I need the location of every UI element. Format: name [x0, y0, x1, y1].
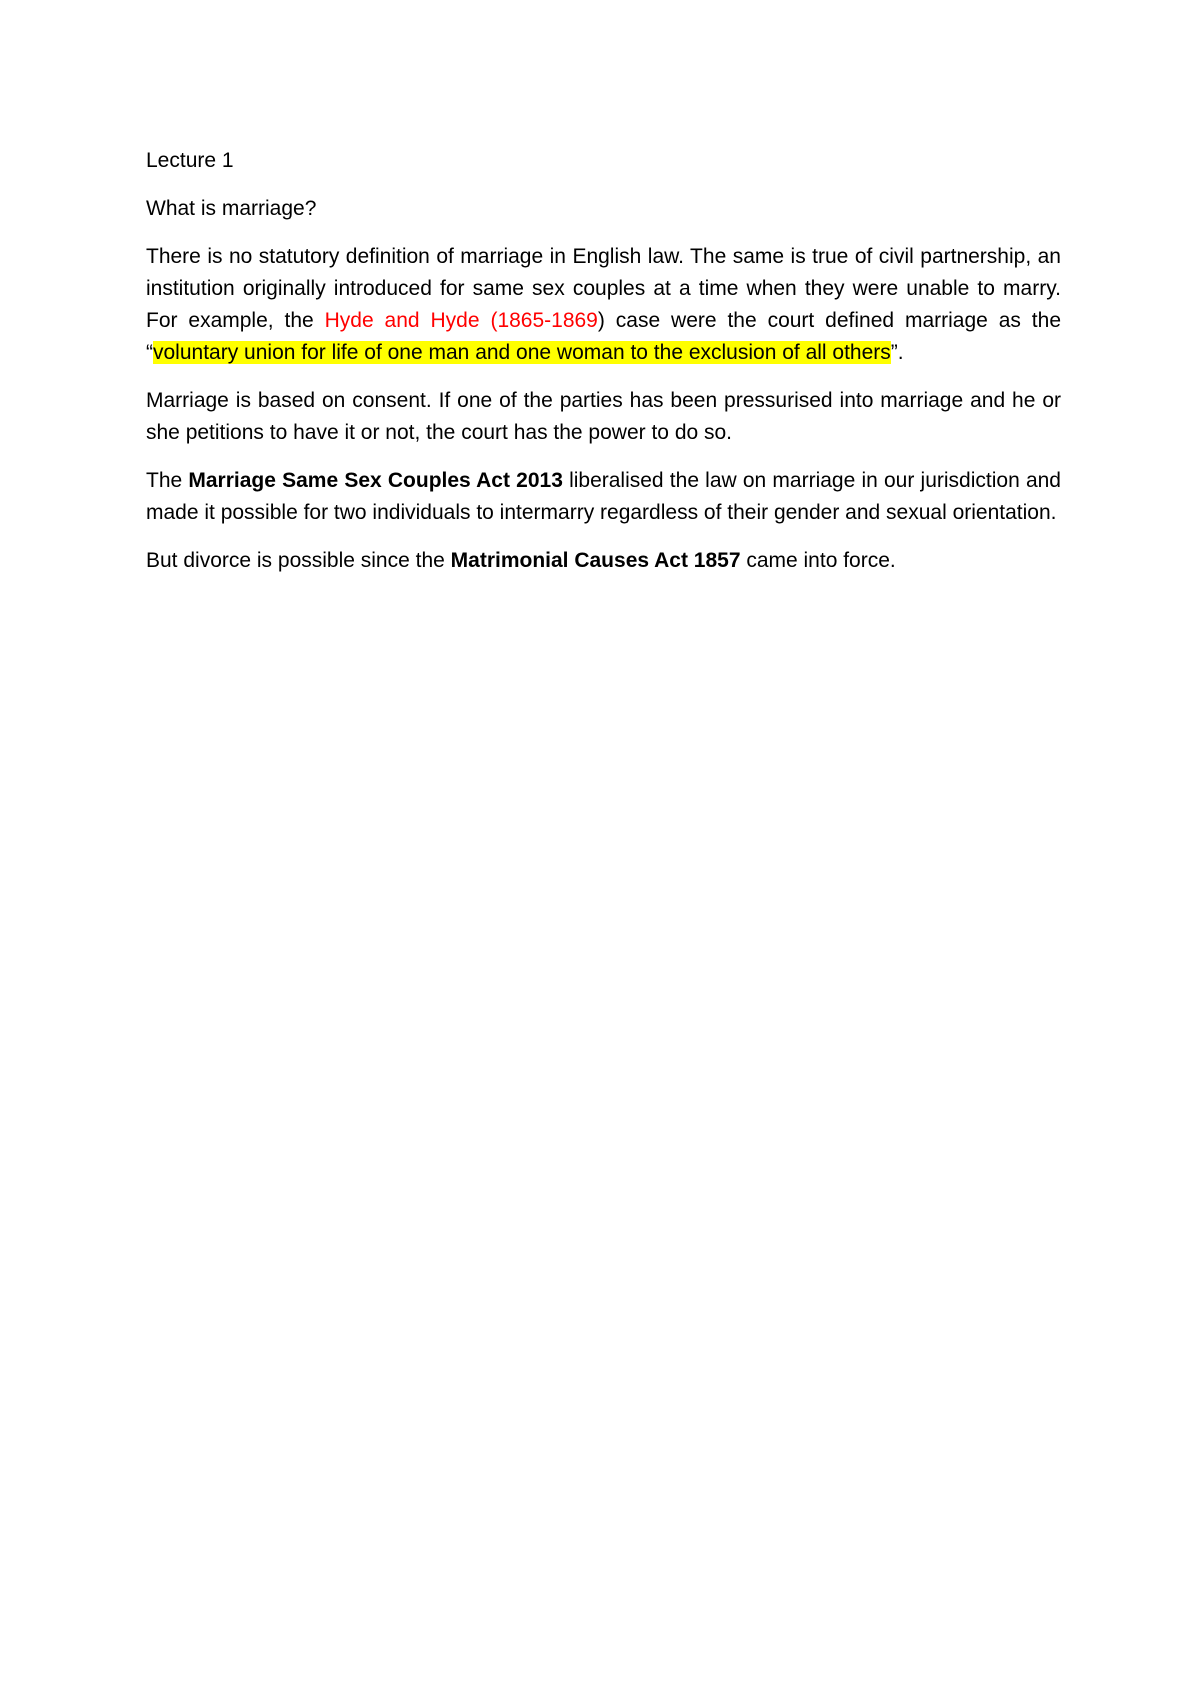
matrimonial-act-name: Matrimonial Causes Act 1857 [450, 549, 741, 572]
paragraph-definition [146, 241, 1061, 369]
paragraph-definition-end: ”. [890, 341, 904, 364]
divorce-pre: But divorce is possible since the [146, 549, 451, 572]
paragraph-same-sex-act [146, 465, 1061, 529]
case-space [480, 309, 491, 332]
case-name: Hyde and Hyde [324, 309, 480, 332]
case-years: 1865-1869 [497, 309, 598, 332]
paragraph-consent: Marriage is based on consent. If one of the parties has been pressurised into marriage and he or she petitions to have it or not, the court has the power to do so. [146, 389, 1061, 444]
case-years-open: ( [490, 309, 498, 332]
document-body [146, 145, 1061, 593]
section-heading: What is marriage? [146, 197, 317, 220]
paragraph-divorce [146, 545, 1061, 577]
paragraph-definition-intro: There is no statutory definition of marriage in English law. The same is true of civil partnership, an institution originally introduced for same sex couples at a time when they were unable to marry. For example, the [146, 245, 1061, 332]
same-sex-act-post: liberalised the law on marriage in our jurisdiction and made it possible for two individuals to intermarry regardless of their gender and sexual orientation. [146, 469, 1061, 524]
paragraph-definition-mid: case were the court defined marriage as the “ [146, 309, 1061, 364]
case-years-close: ) [597, 309, 605, 332]
lecture-title: Lecture 1 [146, 149, 234, 172]
highlighted-quote: voluntary union for life of one man and one woman to the exclusion of all others [153, 341, 891, 364]
divorce-post: came into force. [740, 549, 896, 572]
same-sex-act-name: Marriage Same Sex Couples Act 2013 [188, 469, 563, 492]
same-sex-act-pre: The [146, 469, 189, 492]
